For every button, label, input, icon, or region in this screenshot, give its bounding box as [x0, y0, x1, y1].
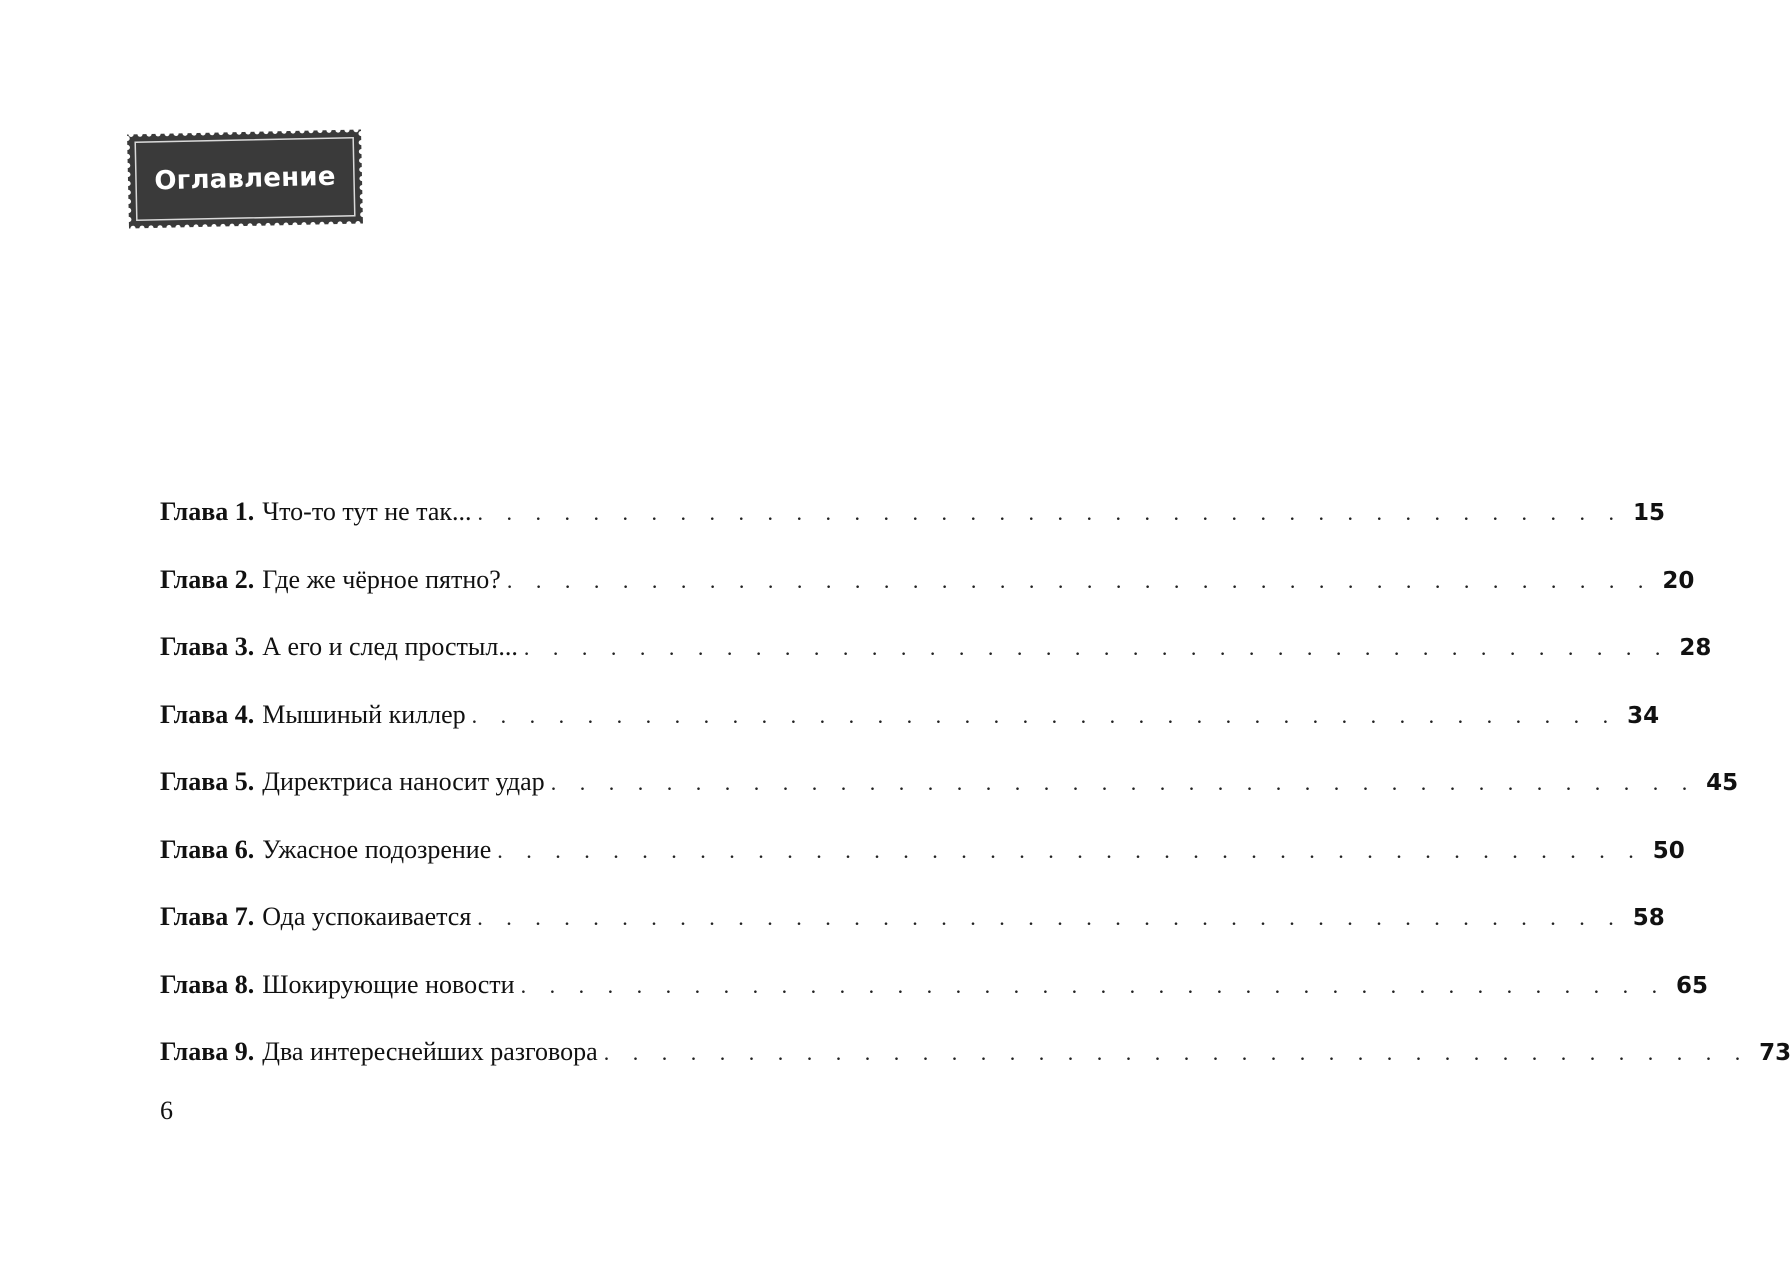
dot-leader: . . . . . . . . . . . . . . . . . . . . . . . . . . . . . . . . . . . . . . . .	[471, 702, 1618, 728]
dot-leader: . . . . . . . . . . . . . . . . . . . . . . . . . . . . . . . . . . . . . . . .	[497, 837, 1643, 863]
chapter-label: Глава 9.	[160, 1037, 255, 1066]
toc-entry[interactable]	[160, 564, 1695, 633]
toc-entry[interactable]	[160, 767, 1739, 835]
dot-leader: . . . . . . . . . . . . . . . . . . . . . . . . . . . . . . . . . . . . . . . .	[550, 770, 1697, 795]
chapter-page: 65	[1676, 972, 1709, 999]
chapter-page: 15	[1633, 500, 1666, 526]
chapter-title: Что-то тут не так...	[262, 497, 472, 526]
chapter-label: Глава 2.	[160, 564, 255, 594]
chapter-label: Глава 5.	[160, 767, 255, 796]
chapter-page: 50	[1652, 837, 1685, 864]
dot-leader: . . . . . . . . . . . . . . . . . . . . . . . . . . . . . . . . . . . . . . . .	[477, 500, 1624, 525]
toc-entry[interactable]	[160, 834, 1685, 903]
chapter-page: 73	[1759, 1040, 1791, 1066]
chapter-label: Глава 4.	[160, 699, 255, 729]
chapter-page: 28	[1679, 635, 1712, 661]
toc-entry[interactable]	[160, 969, 1709, 1038]
chapter-label: Глава 1.	[160, 497, 255, 526]
chapter-title: Директриса наносит удар	[262, 767, 545, 796]
chapter-title: А его и след простыл...	[262, 632, 518, 661]
dot-leader: . . . . . . . . . . . . . . . . . . . . . . . . . . . . . . . . . . . . . . . .	[477, 905, 1623, 930]
chapter-title: Ужасное подозрение	[262, 834, 492, 864]
chapter-page: 20	[1662, 567, 1695, 594]
toc-entry[interactable]	[160, 902, 1665, 970]
contents-title: Оглавление	[154, 161, 336, 197]
chapter-title: Шокирующие новости	[262, 969, 515, 999]
chapter-page: 58	[1632, 905, 1665, 931]
chapter-title: Где же чёрное пятно?	[262, 564, 501, 594]
toc-entry[interactable]	[160, 699, 1660, 768]
dot-leader: . . . . . . . . . . . . . . . . . . . . . . . . . . . . . . . . . . . . . . . .	[603, 1040, 1750, 1065]
page-number: 6	[160, 1096, 173, 1125]
chapter-label: Глава 8.	[160, 969, 255, 999]
chapter-title: Ода успокаивается	[262, 902, 472, 931]
toc-entry[interactable]	[160, 632, 1712, 700]
dot-leader: . . . . . . . . . . . . . . . . . . . . . . . . . . . . . . . . . . . . . . . .	[523, 635, 1670, 660]
contents-stamp	[124, 128, 366, 230]
dot-leader: . . . . . . . . . . . . . . . . . . . . . . . . . . . . . . . . . . . . . . . .	[506, 567, 1653, 593]
chapter-title: Два интереснейших разговора	[262, 1037, 598, 1066]
chapter-title: Мышиный киллер	[262, 699, 466, 729]
toc-entry[interactable]	[160, 497, 1666, 565]
chapter-label: Глава 6.	[160, 834, 255, 864]
toc-entry[interactable]	[160, 1037, 1791, 1105]
table-of-contents	[160, 497, 1791, 1105]
chapter-label: Глава 3.	[160, 632, 255, 661]
chapter-page: 34	[1627, 702, 1660, 729]
dot-leader: . . . . . . . . . . . . . . . . . . . . . . . . . . . . . . . . . . . . . . . .	[520, 972, 1667, 998]
chapter-page: 45	[1706, 770, 1739, 796]
chapter-label: Глава 7.	[160, 902, 255, 931]
